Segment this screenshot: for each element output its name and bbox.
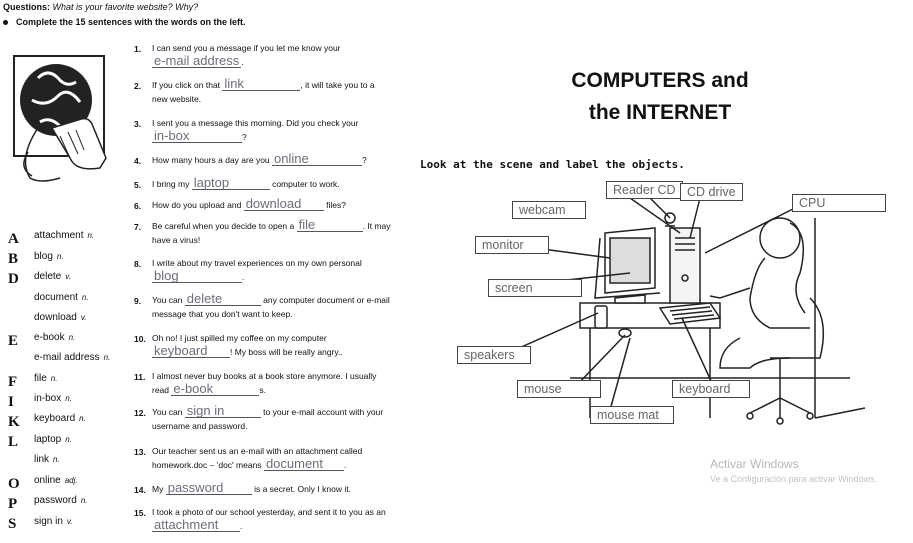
label-reader-cd[interactable]: Reader CD — [606, 181, 683, 199]
word-item: link n. — [34, 454, 60, 465]
answer-field[interactable]: keyboard — [152, 345, 230, 358]
activation-watermark-text: Ve a Configuración para activar Windows. — [710, 474, 878, 484]
sentence: Our teacher sent us an e-mail with an attachment called homework.doc – 'doc' means document . — [152, 446, 363, 471]
sentence: I write about my travel experiences on my own personal blog . — [152, 258, 362, 283]
word-letter: E — [8, 333, 19, 349]
sentence-number: 1. — [134, 44, 142, 54]
sentence-number: 13. — [134, 447, 146, 457]
sentence-number: 14. — [134, 485, 146, 495]
instruction-line — [3, 17, 246, 27]
answer-field[interactable]: document — [264, 458, 344, 471]
sentence: Be careful when you decide to open a file . It may have a virus! — [152, 217, 391, 245]
word-letter: I — [8, 394, 14, 410]
sentence: I almost never buy books at a book store anymore. I usually read e-book s. — [152, 371, 377, 396]
sentence: You can sign in to your e-mail account with your username and password. — [152, 403, 384, 431]
label-cpu[interactable]: CPU — [792, 194, 886, 212]
sentence: I took a photo of our school yesterday, and sent it to you as an attachment . — [152, 507, 386, 532]
label-speakers[interactable]: speakers — [457, 346, 531, 364]
label-mouse-mat[interactable]: mouse mat — [590, 406, 674, 424]
answer-field[interactable]: in-box — [152, 130, 242, 143]
sentence-number: 8. — [134, 259, 142, 269]
internet-hand-illustration — [8, 48, 118, 188]
sentence: How do you upload and download files? — [152, 196, 346, 211]
answer-field[interactable]: blog — [152, 270, 242, 283]
label-screen[interactable]: screen — [488, 279, 582, 297]
answer-field[interactable]: link — [222, 78, 300, 91]
answer-field[interactable]: download — [244, 198, 324, 211]
label-webcam[interactable]: webcam — [512, 201, 586, 219]
sentence: I sent you a message this morning. Did you check your in-box ? — [152, 118, 359, 143]
word-letter: K — [8, 414, 20, 430]
word-letter: B — [8, 251, 19, 267]
sentence-number: 7. — [134, 222, 142, 232]
word-item: e-mail address n. — [34, 352, 111, 363]
word-letter: F — [8, 374, 18, 390]
bullet-icon — [3, 20, 8, 25]
answer-field[interactable]: e-book — [171, 383, 259, 396]
answer-field[interactable]: laptop — [192, 177, 270, 190]
sentence: How many hours a day are you online ? — [152, 151, 367, 166]
word-letter: L — [8, 434, 19, 450]
sentence-number: 2. — [134, 81, 142, 91]
sentence: I bring my laptop computer to work. — [152, 175, 340, 190]
sentence-number: 4. — [134, 156, 142, 166]
sentence-number: 11. — [134, 372, 146, 382]
word-item: download v. — [34, 312, 87, 323]
word-item: attachment n. — [34, 230, 95, 241]
word-item: sign in v. — [34, 516, 73, 527]
instruction-text: Complete the 15 sentences with the words on the left. — [16, 17, 246, 27]
word-letter: D — [8, 271, 19, 287]
questions-text: What is your favorite website? Why? — [52, 2, 199, 12]
questions-label: Questions: — [3, 2, 51, 12]
label-mouse[interactable]: mouse — [517, 380, 601, 398]
word-letter: S — [8, 516, 17, 532]
word-item: document n. — [34, 292, 89, 303]
answer-field[interactable]: online — [272, 153, 362, 166]
word-item: online adj. — [34, 475, 78, 486]
sentence-number: 10. — [134, 334, 146, 344]
sentence: My password is a secret. Only I know it. — [152, 480, 351, 495]
word-item: blog n. — [34, 251, 64, 262]
answer-field[interactable]: e-mail address — [154, 53, 240, 68]
answer-field[interactable]: delete — [185, 293, 261, 306]
label-monitor[interactable]: monitor — [475, 236, 549, 254]
sentence: I can send you a message if you let me know your e-mail address . — [152, 43, 341, 68]
sentence: If you click on that link , it will take you to a new website. — [152, 76, 375, 104]
scene-instruction: Look at the scene and label the objects. — [420, 158, 685, 171]
word-letter: A — [8, 231, 19, 247]
label-cd-drive[interactable]: CD drive — [680, 183, 743, 201]
sentence-number: 9. — [134, 296, 142, 306]
word-item: e-book n. — [34, 332, 76, 343]
word-item: password n. — [34, 495, 88, 506]
sentence: Oh no! I just spilled my coffee on my computer keyboard ! My boss will be really angry.. — [152, 333, 343, 358]
word-item: keyboard n. — [34, 413, 86, 424]
word-item: in-box n. — [34, 393, 72, 404]
answer-field[interactable]: attachment — [152, 519, 240, 532]
sentence: You can delete any computer document or e-mail message that you don't want to keep. — [152, 291, 390, 319]
label-keyboard[interactable]: keyboard — [672, 380, 750, 398]
sentence-number: 5. — [134, 180, 142, 190]
word-item: laptop n. — [34, 434, 72, 445]
questions-line — [3, 2, 198, 12]
sentence-number: 6. — [134, 201, 142, 211]
sentence-number: 12. — [134, 408, 146, 418]
answer-field[interactable]: password — [166, 482, 252, 495]
answer-field[interactable]: sign in — [185, 405, 261, 418]
sentence-number: 15. — [134, 508, 146, 518]
word-letter: P — [8, 496, 18, 512]
activation-watermark-title: Activar Windows — [710, 457, 799, 471]
word-item: file n. — [34, 373, 58, 384]
page-title: COMPUTERS and the INTERNET — [571, 69, 749, 124]
sentence-number: 3. — [134, 119, 142, 129]
answer-field[interactable]: file — [297, 219, 363, 232]
word-letter: O — [8, 476, 20, 492]
word-item: delete v. — [34, 271, 71, 282]
